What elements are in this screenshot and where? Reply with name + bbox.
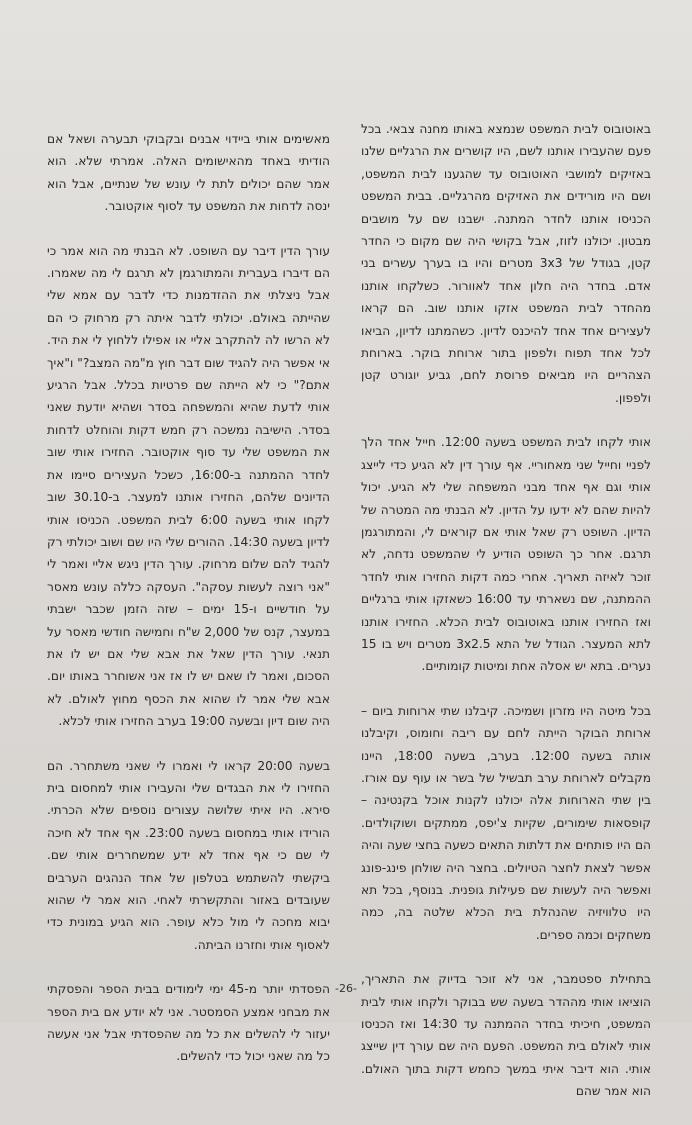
paragraph: הפסדתי יותר מ-45 ימי לימודים בבית הספר והפסקתי את מבחני אמצע הסמסטר. אני לא יודע אם בית הספר יעזור לי להשלים את כל מה שהפסדתי אבל אני אעשה כל מה שאני יכול כדי להשלים.	[47, 982, 330, 1064]
paragraph: באוטובוס לבית המשפט שנמצא באותו מחנה צבאי. בכל פעם שהעבירו אותנו לשם, היו קושרים את הרגליים שלנו באזיקים למושבי האוטובוס עד שהגענו לבית המשפט, ושם היו מורידים את האזיקים מהרגליים. בבית המשפט הכניסו אותנו לחדר המתנה. ישבנו שם על מושבים מבטון. יכולנו לזוז, אבל בקושי היה שם מקום כי החדר קטן, בגודל של 3x3 מטרים והיו בו בערך עשרים בני אדם. בחדר היה חלון אחד לאוורור. כשלקחו אותנו מהחדר לבית המשפט אזקו אותנו שוב. הם קראו לעצירים אחד אחד להיכנס לדיון. כשהמתנו לדיון, הביאו לכל אחד תפוח ולפפון בתור ארוחת בוקר. בארוחת הצהריים היו מביאים פרוסת לחם, גביע יוגורט קטן ולפפון.	[361, 122, 651, 405]
right-text-column	[361, 118, 651, 1125]
paragraph: מאשימים אותי ביידוי אבנים ובקבוקי תבערה ושאל אם הודיתי באחד מהאישומים האלה. אמרתי שלא. הוא אמר שהם יכולים לתת לי עונש של שנתיים, אבל הוא ינסה לדחות את המשפט עד לסוף אוקטובר.	[47, 132, 330, 214]
paragraph: בשעה 20:00 קראו לי ואמרו לי שאני משתחרר. הם החזירו לי את הבגדים שלי והעבירו אותי למחסום בית סירא. היו איתי שלושה עצורים נוספים שלא הכרתי. הורידו אותי במחסום בשעה 23:00. אף אחד לא חיכה לי שם כי אף אחד לא ידע שמשחררים אותי שם. ביקשתי להשתמש בטלפון של אחד הנהגים הערבים שעובדים באזור והתקשרתי לאחי. הוא אמר לי שהוא יבוא מחכה לי מול כלא עופר. הוא הגיע במונית כדי לאסוף אותי וחזרנו הביתה.	[47, 758, 330, 952]
left-text-column	[47, 128, 330, 1090]
paragraph: בתחילת ספטמבר, אני לא זוכר בדיוק את התאריך, הוציאו אותי מההדר בשעה שש בבוקר ולקחו אותי לבית המשפט, חיכיתי בחדר ההמתנה עד 14:30 ואז הכניסו אותי לאולם בית המשפט. הפעם היה שם עורך דין שייצג אותי. הוא דיבר איתי במשך כחמש דקות בתוך האולם. הוא אמר שהם	[361, 972, 651, 1099]
paragraph: בכל מיטה היו מזרון ושמיכה. קיבלנו שתי ארוחות ביום – ארוחת הבוקר הייתה לחם עם ריבה וחומוס, וקיבלנו אותה בשעה 12:00. בערב, בשעה 18:00, היינו מקבלים לארוחת ערב תבשיל של בשר או עוף עם אורז. בין שתי הארוחות אלה יכולנו לקנות אוכל בקנטינה – קופסאות שימורים, שקיות צ'יפס, ממתקים ושוקולדים. הם היו פותחים את דלתות התאים כשעה בחצי שעה והיה אפשר לצאת לחצר הטיולים. בחצר היה שולחן פינג-פונג ואפשר היה לעשות שם פעילות גופנית. בנוסף, בכל תא היו טלוויזיה שהנהלת בית הכלא שלטה בה, כמה משחקים וכמה ספרים.	[361, 703, 651, 942]
paragraph: עורך הדין דיבר עם השופט. לא הבנתי מה הוא אמר כי הם דיברו בעברית והמתורגמן לא תרגם לי מה שאמרו. אבל ניצלתי את ההזדמנות כדי לדבר עם אמא שלי שהייתה באולם. יכולתי לדבר איתה רק מרחוק כי הם לא הרשו לה להתקרב אליי או אפילו ללחוץ לי את היד. אי אפשר היה להגיד שום דבר חוץ מ"מה המצב?" ו"איך אתם?" כי לא הייתה שם פרטיות בכלל. אבל הרגיע אותי לדעת שהיא והמשפחה בסדר ושהיא יודעת שאני בסדר. הישיבה נמשכה רק חמש דקות והוחלט לדחות את המשפט שלי עד סוף אוקטובר. החזירו אותי שוב לחדר ההמתנה ב-16:00, כשכל העצירים סיימו את הדיונים שלהם, החזירו אותנו למעצר. ב-30.10 שוב לקחו אותי בשעה 6:00 לבית המשפט. הכניסו אותי לדיון בשעה 14:30. ההורים שלי היו שם ושוב יכולתי רק להגיד להם שלום מרחוק. עורך הדין ניגש אליי ואמר לי "אני רוצה לעשות עסקה". העסקה כללה עונש מאסר על חודשיים ו-15 ימים – שזה הזמן שכבר ישבתי במעצר, קנס של 2,000 ש"ח וחמישה חודשי מאסר על תנאי. עורך הדין שאל את אבא שלי אם יש לו את הסכום, ואמר לו שאם יש לו אז אני אשוחרר באותו יום. אבא שלי אמר לו שהוא את הכסף מחוץ לאולם. לא היה שום דיון ובשעה 19:00 בערב החזירו אותי לכלא.	[47, 243, 331, 729]
page-number: -26-	[335, 982, 357, 995]
paragraph: אותי לקחו לבית המשפט בשעה 12:00. חייל אחד הלך לפניי וחייל שני מאחוריי. אף עורך דין לא הגיע כדי לייצג אותי וגם אף אחד מבני המשפחה שלי לא הגיע. יכול להיות שהם לא ידעו על הדיון. לא הבנתי מה המטרה של הדיון. השופט רק שאל אותי אם קוראים לי, והמתורגמן תרגם. אחר כך השופט הודיע לי שהמשפט נדחה, לא זוכר לאיזה תאריך. אחרי כמה דקות החזירו אותי לחדר ההמתנה, שם נשארתי עד 16:00 כשאזקו אותי ברגליים ואז החזירו אותנו באוטובוס לבית הכלא. החזירו אותנו לתא המעצר. הגודל של התא 3x2.5 מטרים ויש בו 15 נערים. בתא יש אסלה אחת ומיטות קומותיים.	[361, 435, 652, 674]
